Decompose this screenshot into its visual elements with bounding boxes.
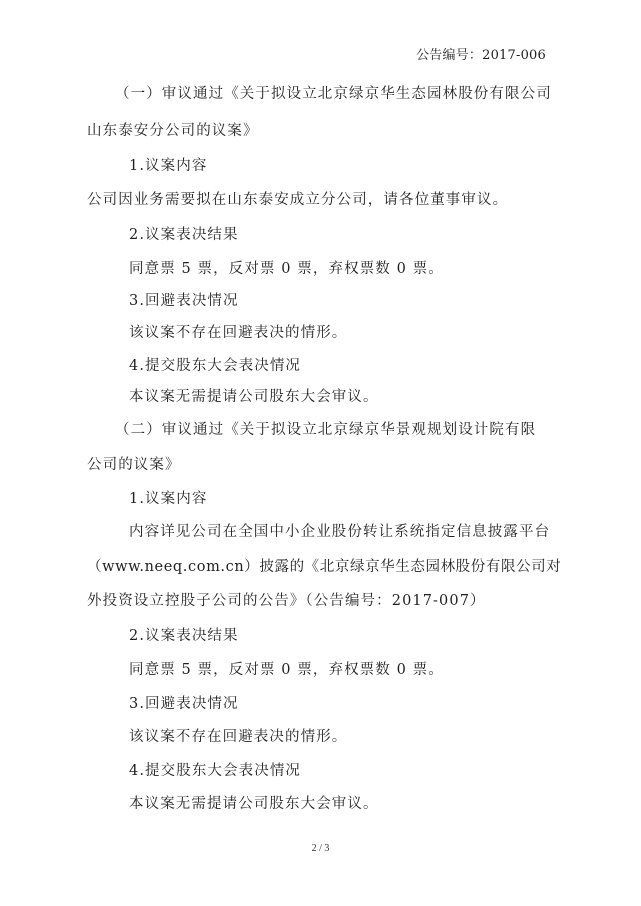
- section1-item4-text: 本议案无需提请公司股东大会审议。: [129, 389, 379, 405]
- section1-item4-heading: 4.提交股东大会表决情况: [129, 358, 302, 374]
- section1-item3-heading: 3.回避表决情况: [129, 293, 239, 309]
- section1-item1-text: 公司因业务需要拟在山东泰安成立分公司，请各位董事审议。: [87, 192, 509, 208]
- section2-title-line2: 公司的议案》: [87, 457, 181, 473]
- announcement-number: 公告编号：2017-006: [416, 48, 546, 63]
- section1-item3-text: 该议案不存在回避表决的情形。: [129, 325, 348, 341]
- section1-item2-text: 同意票 5 票，反对票 0 票，弃权票数 0 票。: [129, 261, 444, 277]
- section1-item2-heading: 2.议案表决结果: [129, 227, 239, 243]
- section2-item4-text: 本议案无需提请公司股东大会审议。: [129, 796, 379, 812]
- section2-item1-text-line1: 内容详见公司在全国中小企业股份转让系统指定信息披露平台: [129, 524, 551, 540]
- section2-item4-heading: 4.提交股东大会表决情况: [129, 763, 302, 779]
- section2-item3-text: 该议案不存在回避表决的情形。: [129, 729, 348, 745]
- section2-item3-heading: 3.回避表决情况: [129, 696, 239, 712]
- section1-title-line2: 山东泰安分公司的议案》: [87, 123, 259, 139]
- section2-item1-text-line2: （www.neeq.com.cn）披露的《北京绿京华生态园林股份有限公司对: [87, 559, 562, 575]
- section2-item2-text: 同意票 5 票，反对票 0 票，弃权票数 0 票。: [129, 662, 444, 678]
- section2-item1-heading: 1.议案内容: [129, 491, 208, 507]
- section2-item1-text-line3: 外投资设立控股子公司的公告》（公告编号：2017-007）: [87, 593, 486, 609]
- section1-title-line1: （一）审议通过《关于拟设立北京绿京华生态园林股份有限公司: [115, 86, 552, 102]
- section1-item1-heading: 1.议案内容: [129, 158, 208, 174]
- section2-item2-heading: 2.议案表决结果: [129, 628, 239, 644]
- section2-title-line1: （二）审议通过《关于拟设立北京绿京华景观规划设计院有限: [115, 422, 537, 438]
- page-number: 2 / 3: [311, 843, 330, 854]
